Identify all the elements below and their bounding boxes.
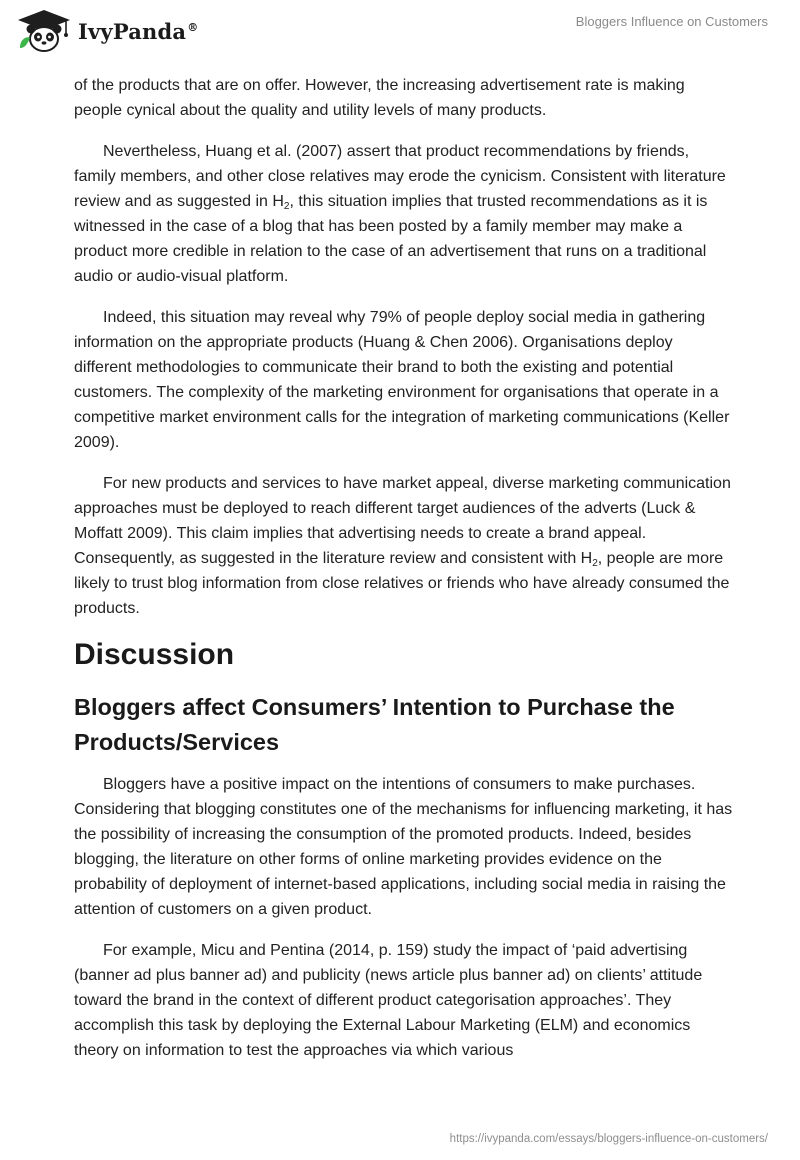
- paragraph: Nevertheless, Huang et al. (2007) assert that product recommendations by friends, family members, and other close relatives may erode the cynicism. Consistent with literature review and as suggested in $H_2$, this situation implies that trusted recommendations as it is witnessed in the case of a blog that has been posted by a family member may make a product more credible in relation to the case of an advertisement that runs on a traditional audio or audio-visual platform.: [74, 143, 726, 285]
- brand-name: IvyPanda®: [78, 18, 199, 44]
- subsection-heading: Bloggers affect Consumers’ Intention to Purchase the Products/Services: [74, 694, 675, 755]
- panda-graduate-logo-icon: [14, 8, 74, 54]
- paragraph: For example, Micu and Pentina (2014, p. 159) study the impact of ‘paid advertising (banner ad plus banner ad) and publicity (news article plus banner ad) on clients’ attitude toward the brand in the context of different product categorisation approaches’. They accomplish this task by deploying the External Labour Marketing (ELM) and economics theory on information to test the approaches via which various: [74, 942, 703, 1059]
- paragraph: Indeed, this situation may reveal why 79% of people deploy social media in gathering information on the appropriate products (Huang & Chen 2006). Organisations deploy different methodologies to communicate their brand to both the existing and potential customers. The complexity of the marketing environment for organisations that operate in a competitive market environment calls for the integration of marketing communications (Keller 2009).: [74, 309, 730, 451]
- paragraph: of the products that are on offer. However, the increasing advertisement rate is making people cynical about the quality and utility levels of many products.: [74, 77, 685, 119]
- section-heading-discussion: Discussion: [74, 638, 235, 671]
- paragraph: For new products and services to have market appeal, diverse marketing communication approaches must be deployed to reach different target audiences of the adverts (Luck & Moffatt 2009). This claim implies that advertising needs to create a brand appeal. Consequently, as suggested in the literature review and consistent with $H_2$, people are more likely to trust blog information from close relatives or friends who have already consumed the products.: [74, 475, 731, 617]
- document-title: Bloggers Influence on Customers: [575, 14, 768, 29]
- paragraph: Bloggers have a positive impact on the intentions of consumers to make purchases. Considering that blogging constitutes one of the mechanisms for influencing marketing, it has the possibility of increasing the consumption of the promoted products. Indeed, besides blogging, the literature on other forms of online marketing provides evidence on the probability of deployment of internet-based applications, including social media in raising the attention of customers on a given product.: [74, 776, 733, 918]
- essay-body: [74, 73, 734, 1079]
- footer-url[interactable]: https://ivypanda.com/essays/bloggers-influence-on-customers/: [449, 1133, 768, 1145]
- site-logo[interactable]: [14, 8, 198, 54]
